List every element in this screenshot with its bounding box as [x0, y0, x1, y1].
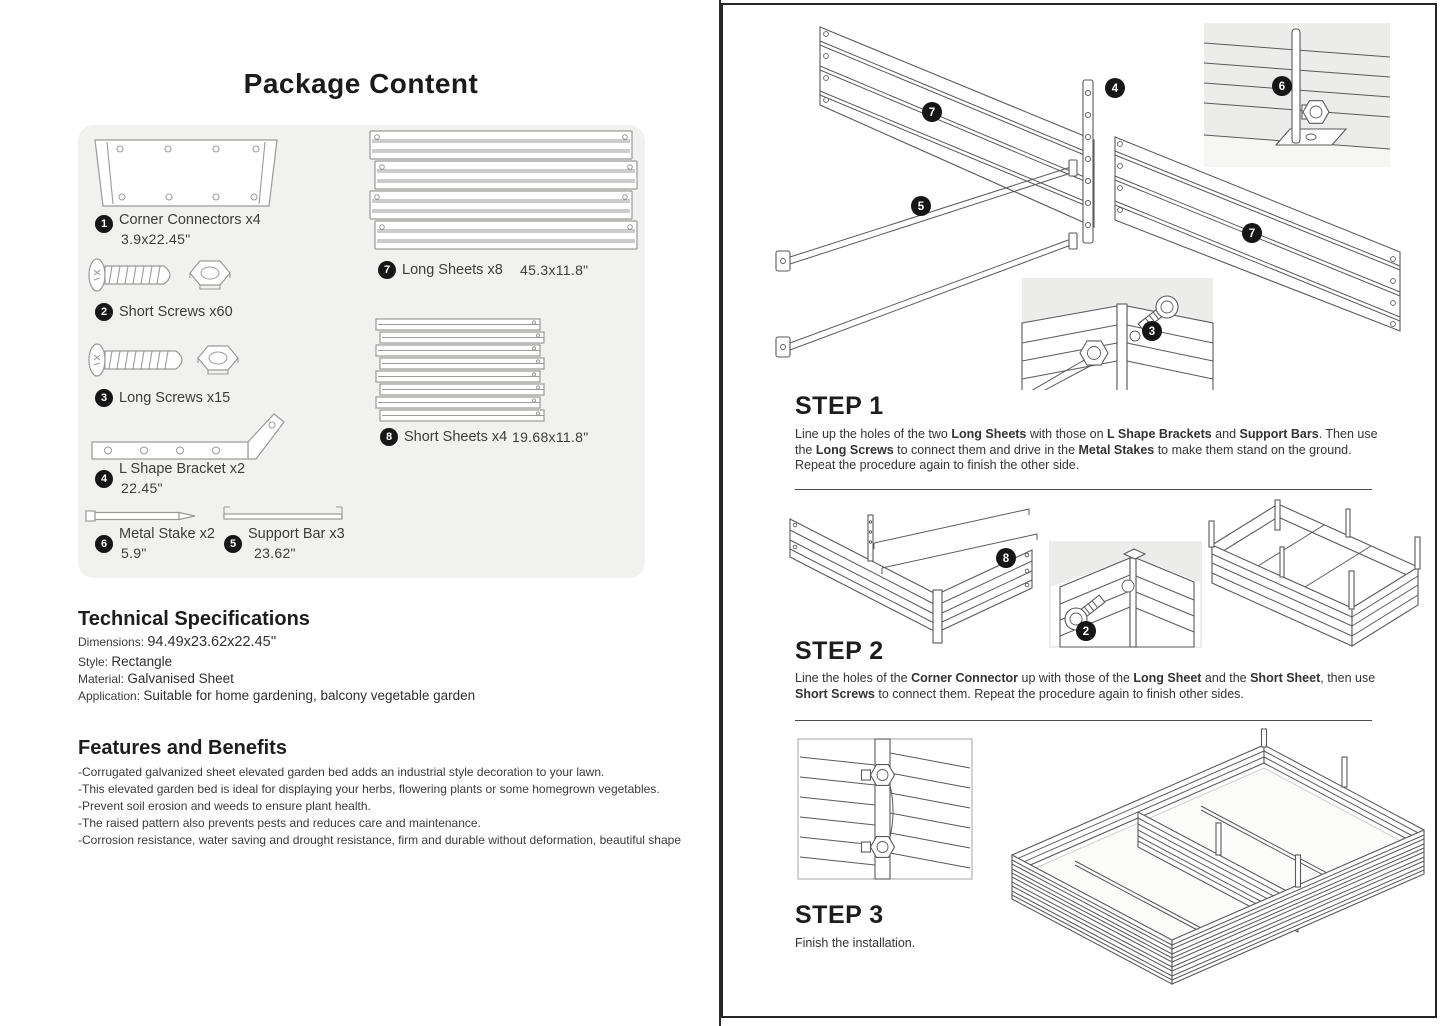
step3-heading: STEP 3: [795, 901, 884, 929]
svg-text:7: 7: [928, 107, 936, 119]
step3-bolt-inset: [798, 739, 972, 879]
item-label: Long Screws x15: [119, 390, 231, 406]
separator: [795, 720, 1372, 721]
long-screw-drawing: [86, 337, 248, 383]
part-marker-8: [996, 548, 1016, 568]
spec-row: [78, 671, 234, 686]
support-bar-drawing: [218, 503, 348, 525]
item-label: Metal Stake x2: [119, 526, 215, 542]
svg-text:7: 7: [1248, 228, 1256, 240]
step3-body: Finish the installation.: [795, 936, 916, 950]
item-badge: 7: [378, 261, 396, 279]
item-badge: 5: [224, 535, 242, 553]
item-dim: 19.68x11.8": [512, 429, 589, 445]
step2-body: Line the holes of the Corner Connector up with those of the Long Sheet and the Short Sheet, then use Short Screws to connect them. Repeat the procedure again to finish other sides.: [795, 671, 1376, 701]
long-sheets-drawing: [368, 130, 640, 254]
package-content-panel: [78, 125, 645, 578]
spec-key: Material:: [78, 672, 128, 686]
item-dim: 5.9": [121, 545, 147, 561]
item-badge: 4: [95, 470, 113, 488]
item-badge: 3: [95, 389, 113, 407]
step1-body: Line up the holes of the two Long Sheets with those on L Shape Brackets and Support Bars. Then use the Long Screws to connect them and drive in the Metal Stakes to make them stand on the ground. Repeat the procedure again to finish the other side.: [795, 427, 1378, 472]
spec-row: [78, 634, 276, 650]
svg-text:3: 3: [1148, 326, 1156, 338]
step1-diagram: [724, 5, 1436, 390]
step1-screw-inset: [1022, 278, 1213, 390]
item-label: Corner Connectors x4: [119, 212, 261, 228]
step1-heading: STEP 1: [795, 392, 884, 420]
part-marker-6: [1272, 76, 1292, 96]
item-dim: 22.45": [121, 480, 163, 496]
part-marker-2: [1076, 621, 1096, 641]
short-screw-drawing: [86, 253, 242, 297]
item-badge: 1: [95, 215, 113, 233]
item-label: Long Sheets x8: [402, 262, 503, 278]
feature-line: -Prevent soil erosion and weeds to ensure plant health.: [78, 799, 371, 813]
step2-diagram: [724, 497, 1436, 651]
corner-connector-drawing: [90, 135, 282, 211]
svg-text:8: 8: [1002, 553, 1010, 565]
svg-text:4: 4: [1111, 83, 1119, 95]
spec-value: Rectangle: [111, 654, 173, 669]
spec-value: Galvanised Sheet: [127, 671, 234, 686]
part-marker-3: [1142, 321, 1162, 341]
step2-heading: STEP 2: [795, 637, 884, 665]
spec-key: Dimensions:: [78, 635, 148, 649]
item-badge: 6: [95, 535, 113, 553]
item-label: L Shape Bracket x2: [119, 461, 246, 477]
separator: [795, 489, 1372, 490]
part-marker-7b: [1242, 223, 1262, 243]
short-sheets-drawing: [374, 318, 550, 428]
item-label: Short Screws x60: [119, 304, 233, 320]
step2-corner-inset: [1050, 542, 1201, 647]
part-marker-7a: [922, 102, 942, 122]
page-title: Package Content: [243, 68, 479, 99]
l-shape-bracket-drawing: [90, 411, 290, 465]
item-dim: 45.3x11.8": [520, 262, 589, 278]
metal-stake-drawing: [84, 507, 198, 525]
item-badge: 2: [95, 303, 113, 321]
svg-text:5: 5: [917, 201, 925, 213]
tech-specs-heading: Technical Specifications: [78, 608, 310, 630]
part-marker-5: [911, 196, 931, 216]
spec-value: Suitable for home gardening, balcony vegetable garden: [143, 688, 476, 703]
item-badge: 8: [380, 428, 398, 446]
feature-line: -Corrugated galvanized sheet elevated garden bed adds an industrial style decoration to your lawn.: [78, 765, 605, 779]
feature-line: -The raised pattern also prevents pests and reduces care and maintenance.: [78, 816, 481, 830]
feature-line: -This elevated garden bed is ideal for displaying your herbs, flowering plants or some homegrown vegetables.: [78, 782, 660, 796]
spec-key: Style:: [78, 655, 112, 669]
svg-text:6: 6: [1278, 81, 1286, 93]
item-dim: 23.62": [254, 545, 296, 561]
part-marker-4: [1105, 78, 1125, 98]
step1-stake-inset: [1204, 23, 1390, 167]
item-label: Short Sheets x4: [404, 429, 508, 445]
step2-ring-drawing: [1209, 500, 1420, 646]
item-dim: 3.9x22.45": [121, 231, 191, 247]
spec-row: [78, 688, 475, 703]
feature-line: -Corrosion resistance, water saving and drought resistance, firm and durable without deformation, beautiful shape: [78, 833, 681, 847]
spec-row: [78, 654, 172, 669]
spec-key: Application:: [78, 689, 144, 703]
svg-text:2: 2: [1082, 626, 1090, 638]
spec-value: 94.49x23.62x22.45'': [147, 634, 277, 650]
features-heading: Features and Benefits: [78, 737, 287, 759]
item-label: Support Bar x3: [248, 526, 345, 542]
